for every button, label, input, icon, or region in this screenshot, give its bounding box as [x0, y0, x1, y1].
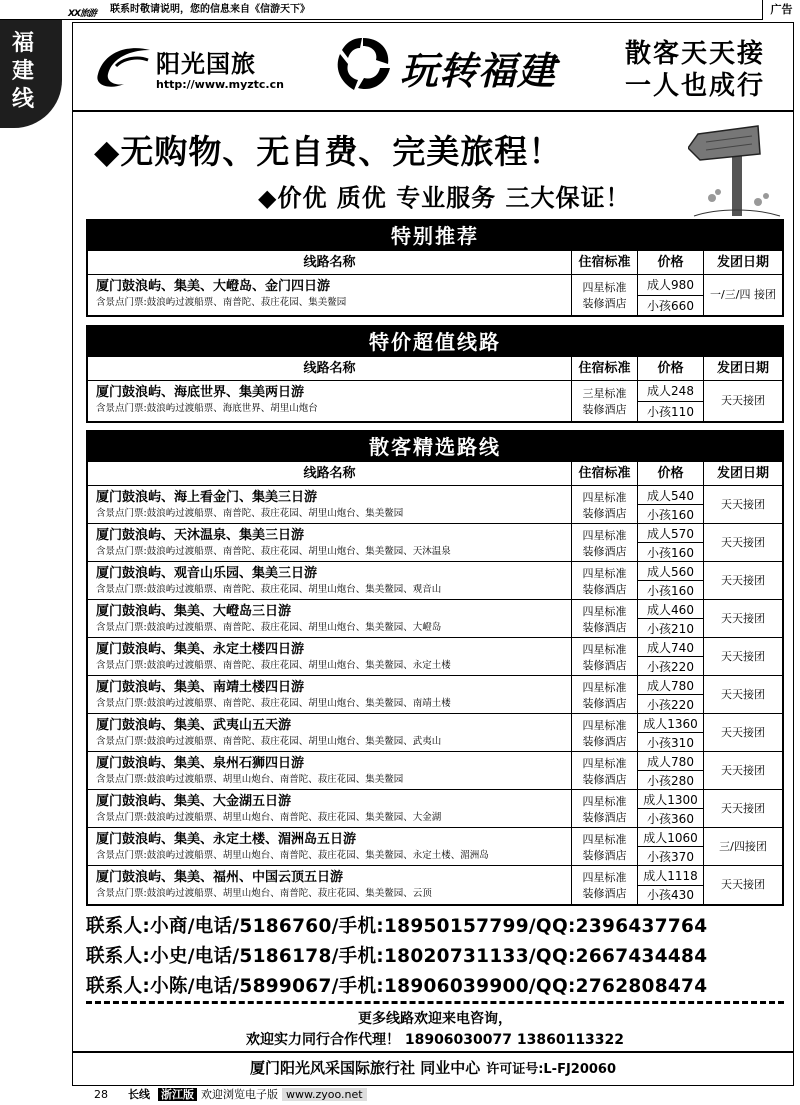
child-price: 小孩160 — [647, 583, 694, 598]
route-cell — [88, 790, 572, 827]
departure-date: 三/四接团 — [719, 839, 767, 853]
hotel-cell — [572, 486, 638, 523]
route-name: 厦门鼓浪屿、集美、永定土楼四日游 — [96, 642, 305, 657]
child-price: 小孩660 — [647, 298, 694, 313]
route-cell — [88, 562, 572, 599]
route-row[interactable] — [88, 790, 782, 828]
hotel-standard: 四星标准 — [582, 566, 627, 580]
hotel-standard: 四星标准 — [582, 490, 627, 504]
hotel-cell — [572, 524, 638, 561]
header-divider — [72, 110, 794, 112]
price-cell — [638, 275, 704, 315]
child-price: 小孩280 — [647, 773, 694, 788]
route-name: 厦门鼓浪屿、海底世界、集美两日游 — [96, 385, 305, 400]
route-cell — [88, 600, 572, 637]
hotel-standard: 四星标准 — [582, 642, 627, 656]
route-cell — [88, 866, 572, 904]
child-price: 小孩160 — [647, 545, 694, 560]
route-row[interactable] — [88, 676, 782, 714]
signpost-icon — [688, 116, 784, 220]
hotel-type: 装修酒店 — [582, 403, 627, 416]
col-route: 线路名称 — [88, 357, 572, 380]
route-spots: 含景点门票:鼓浪屿过渡船票、南普陀、菽庄花园、集美鳌园 — [96, 297, 347, 308]
hotel-type: 装修酒店 — [582, 734, 627, 748]
route-cell — [88, 275, 572, 315]
hotel-type: 装修酒店 — [582, 297, 627, 310]
child-price: 小孩210 — [647, 621, 694, 636]
departure-date: 天天接团 — [721, 497, 765, 511]
child-price: 小孩430 — [647, 888, 694, 903]
route-name: 厦门鼓浪屿、集美、福州、中国云顶五日游 — [96, 870, 344, 885]
adult-price: 成人1360 — [638, 714, 703, 733]
route-spots: 含景点门票:鼓浪屿过渡船票、南普陀、菽庄花园、胡里山炮台、集美鳌园、天沐温泉 — [96, 546, 451, 557]
route-spots: 含景点门票:鼓浪屿过渡船票、胡里山炮台、南普陀、菽庄花园、集美鳌园、云顶 — [96, 888, 432, 899]
route-spots: 含景点门票:鼓浪屿过渡船票、南普陀、菽庄花园、胡里山炮台、集美鳌园、永定土楼 — [96, 660, 451, 671]
adult-price: 成人570 — [638, 524, 703, 543]
route-cell — [88, 486, 572, 523]
route-name: 厦门鼓浪屿、集美、大嶝岛、金门四日游 — [96, 279, 331, 294]
adult-price: 成人1300 — [638, 790, 703, 809]
departure-date: 天天接团 — [721, 687, 765, 701]
side-tab-char: 线 — [11, 87, 34, 112]
dashed-divider — [86, 1001, 784, 1004]
side-tab-char: 建 — [11, 59, 34, 84]
headline-promise: ◆无购物、无自费、完美旅程！ — [94, 132, 563, 171]
ad-label: 广告 — [762, 0, 800, 20]
route-spots: 含景点门票:鼓浪屿过渡船票、胡里山炮台、南普陀、菽庄花园、集美鳌园 — [96, 774, 404, 785]
price-cell — [638, 752, 704, 789]
hotel-type: 装修酒店 — [582, 696, 627, 710]
hotel-cell — [572, 381, 638, 421]
route-name: 厦门鼓浪屿、天沐温泉、集美三日游 — [96, 528, 305, 543]
price-cell — [638, 638, 704, 675]
col-price: 价格 — [638, 251, 704, 274]
departure-date: 天天接团 — [721, 573, 765, 587]
route-row[interactable] — [88, 275, 782, 315]
hotel-standard: 四星标准 — [582, 871, 627, 884]
child-price: 小孩370 — [647, 849, 694, 864]
departure-date: 天天接团 — [721, 878, 765, 891]
license-number: 许可证号:L-FJ20060 — [486, 1062, 617, 1077]
departure-date: 天天接团 — [721, 394, 765, 407]
hotel-cell — [572, 600, 638, 637]
route-cell — [88, 752, 572, 789]
col-hotel: 住宿标准 — [572, 357, 638, 380]
headline-guarantee: ◆价优 质优 专业服务 三大保证！ — [258, 184, 631, 212]
page-footer — [94, 1087, 367, 1103]
slogan — [600, 38, 790, 102]
route-cell — [88, 638, 572, 675]
slogan-line: 一人也成行 — [624, 71, 765, 101]
hotel-cell — [572, 562, 638, 599]
hotel-cell — [572, 828, 638, 865]
route-row[interactable] — [88, 381, 782, 421]
price-cell — [638, 600, 704, 637]
source-notice: 联系时敬请说明，您的信息来自《信游天下》 — [110, 4, 310, 15]
hotel-cell — [572, 638, 638, 675]
contact-line: 联系人:小史/电话/5186178/手机:18020731133/QQ:2667434484 — [86, 946, 708, 967]
route-spots: 含景点门票:鼓浪屿过渡船票、南普陀、菽庄花园、胡里山炮台、集美鳌园、武夷山 — [96, 736, 442, 747]
adult-price: 成人1118 — [638, 866, 703, 886]
col-route: 线路名称 — [88, 251, 572, 274]
departure-date: 天天接团 — [721, 763, 765, 777]
hotel-standard: 四星标准 — [582, 832, 627, 846]
edition-badge: 浙江版 — [158, 1088, 197, 1101]
brand-name: 玩转福建 — [400, 49, 557, 93]
hotel-standard: 四星标准 — [582, 281, 627, 294]
section-title: 特价超值线路 — [88, 327, 782, 357]
adult-price: 成人1060 — [638, 828, 703, 847]
footer-url[interactable]: www.zyoo.net — [282, 1088, 367, 1101]
route-name: 厦门鼓浪屿、集美、泉州石狮四日游 — [96, 756, 305, 771]
col-price: 价格 — [638, 357, 704, 380]
col-hotel: 住宿标准 — [572, 462, 638, 485]
column-header — [88, 357, 782, 381]
spiral-logo-icon — [332, 34, 394, 94]
route-name: 厦门鼓浪屿、集美、大金湖五日游 — [96, 794, 292, 809]
child-price: 小孩310 — [647, 735, 694, 750]
route-row[interactable] — [88, 562, 782, 600]
company-name: 厦门阳光风采国际旅行社 同业中心 — [249, 1059, 481, 1077]
contact-line: 联系人:小商/电话/5186760/手机:18950157799/QQ:2396437764 — [86, 916, 708, 937]
col-route: 线路名称 — [88, 462, 572, 485]
hotel-cell — [572, 676, 638, 713]
publication-logo: XX旅游 — [68, 9, 96, 19]
route-spots: 含景点门票:鼓浪屿过渡船票、南普陀、菽庄花园、胡里山炮台、集美鳌园、南靖土楼 — [96, 698, 451, 709]
hotel-cell — [572, 752, 638, 789]
route-spots: 含景点门票:鼓浪屿过渡船票、海底世界、胡里山炮台 — [96, 403, 318, 414]
adult-price: 成人540 — [638, 486, 703, 505]
agency-name: 阳光国旅 — [156, 50, 256, 78]
child-price: 小孩160 — [647, 507, 694, 522]
departure-date: 天天接团 — [721, 649, 765, 663]
departure-date: 天天接团 — [721, 801, 765, 815]
agency-logo — [94, 38, 294, 98]
contact-line: 联系人:小陈/电话/5899067/手机:18906039900/QQ:2762808474 — [86, 976, 708, 997]
hotel-type: 装修酒店 — [582, 887, 627, 900]
slogan-line: 散客天天接 — [624, 39, 765, 69]
more-routes-line: 更多线路欢迎来电咨询， — [358, 1011, 512, 1027]
hotel-cell — [572, 275, 638, 315]
agent-invite-line: 欢迎实力同行合作代理！ 18906030077 13860113322 — [245, 1032, 625, 1048]
route-row[interactable] — [88, 524, 782, 562]
adult-price: 成人740 — [638, 638, 703, 657]
hotel-type: 装修酒店 — [582, 582, 627, 596]
side-tab-char: 福 — [11, 31, 34, 56]
route-spots: 含景点门票:鼓浪屿过渡船票、胡里山炮台、南普陀、菽庄花园、集美鳌园、永定土楼、湄洲岛 — [96, 850, 489, 861]
route-row[interactable] — [88, 600, 782, 638]
price-cell — [638, 676, 704, 713]
col-price: 价格 — [638, 462, 704, 485]
price-cell — [638, 790, 704, 827]
child-price: 小孩220 — [647, 659, 694, 674]
adult-price: 成人980 — [638, 275, 703, 296]
price-cell — [638, 866, 704, 904]
hotel-standard: 四星标准 — [582, 680, 627, 694]
hotel-cell — [572, 790, 638, 827]
hotel-standard: 四星标准 — [582, 528, 627, 542]
company-bar — [72, 1051, 794, 1081]
route-cell — [88, 714, 572, 751]
route-row[interactable] — [88, 752, 782, 790]
hotel-standard: 四星标准 — [582, 794, 627, 808]
route-row[interactable] — [88, 714, 782, 752]
adult-price: 成人780 — [638, 752, 703, 771]
hotel-type: 装修酒店 — [582, 544, 627, 558]
hotel-type: 装修酒店 — [582, 772, 627, 786]
price-cell — [638, 381, 704, 421]
hotel-type: 装修酒店 — [582, 810, 627, 824]
hotel-standard: 四星标准 — [582, 604, 627, 618]
route-spots: 含景点门票:鼓浪屿过渡船票、南普陀、菽庄花园、胡里山炮台、集美鳌园、大嶝岛 — [96, 622, 442, 633]
col-date: 发团日期 — [716, 255, 769, 270]
child-price: 小孩220 — [647, 697, 694, 712]
hotel-standard: 三星标准 — [582, 387, 627, 400]
column-header — [88, 251, 782, 275]
col-hotel: 住宿标准 — [572, 251, 638, 274]
price-cell — [638, 714, 704, 751]
departure-date: 天天接团 — [721, 535, 765, 549]
route-name: 厦门鼓浪屿、集美、南靖土楼四日游 — [96, 680, 305, 695]
route-spots: 含景点门票:鼓浪屿过渡船票、南普陀、菽庄花园、胡里山炮台、集美鳌园 — [96, 508, 404, 519]
hotel-standard: 四星标准 — [582, 718, 627, 732]
hotel-type: 装修酒店 — [582, 506, 627, 520]
route-name: 厦门鼓浪屿、海上看金门、集美三日游 — [96, 490, 318, 505]
region-side-tab — [0, 20, 62, 128]
adult-price: 成人780 — [638, 676, 703, 695]
route-row[interactable] — [88, 486, 782, 524]
departure-date: 天天接团 — [721, 611, 765, 625]
route-spots: 含景点门票:鼓浪屿过渡船票、胡里山炮台、南普陀、菽庄花园、集美鳌园、大金湖 — [96, 812, 442, 823]
route-cell — [88, 828, 572, 865]
route-name: 厦门鼓浪屿、集美、永定土楼、湄洲岛五日游 — [96, 832, 357, 847]
route-row[interactable] — [88, 866, 782, 904]
route-name: 厦门鼓浪屿、集美、大嶝岛三日游 — [96, 604, 292, 619]
adult-price: 成人248 — [638, 381, 703, 402]
route-row[interactable] — [88, 638, 782, 676]
hotel-cell — [572, 866, 638, 904]
route-table — [86, 219, 784, 317]
top-bar — [0, 0, 800, 20]
contact-list — [86, 912, 707, 1002]
route-spots: 含景点门票:鼓浪屿过渡船票、南普陀、菽庄花园、胡里山炮台、集美鳌园、观音山 — [96, 584, 442, 595]
brand-logo — [332, 32, 580, 96]
route-table — [86, 325, 784, 423]
hotel-cell — [572, 714, 638, 751]
departure-date: 一/三/四 接团 — [710, 288, 776, 301]
swoosh-icon — [94, 44, 154, 88]
price-cell — [638, 828, 704, 865]
column-header — [88, 462, 782, 486]
col-date: 发团日期 — [716, 361, 769, 376]
route-name: 厦门鼓浪屿、集美、武夷山五天游 — [96, 718, 292, 733]
price-cell — [638, 524, 704, 561]
section-title: 特别推荐 — [88, 221, 782, 251]
route-name: 厦门鼓浪屿、观音山乐园、集美三日游 — [96, 566, 318, 581]
child-price: 小孩110 — [647, 404, 694, 419]
route-cell — [88, 524, 572, 561]
col-date: 发团日期 — [716, 466, 769, 481]
departure-date: 天天接团 — [721, 725, 765, 739]
price-cell — [638, 562, 704, 599]
hotel-type: 装修酒店 — [582, 658, 627, 672]
page-number: 28 — [94, 1088, 108, 1101]
more-routes-note — [86, 1009, 784, 1051]
agency-url: http://www.myztc.cn — [156, 78, 284, 91]
route-cell — [88, 676, 572, 713]
route-cell — [88, 381, 572, 421]
route-table — [86, 430, 784, 906]
category-label: 长线 — [128, 1088, 150, 1101]
price-cell — [638, 486, 704, 523]
hotel-standard: 四星标准 — [582, 756, 627, 770]
hotel-type: 装修酒店 — [582, 620, 627, 634]
adult-price: 成人560 — [638, 562, 703, 581]
adult-price: 成人460 — [638, 600, 703, 619]
child-price: 小孩360 — [647, 811, 694, 826]
section-title: 散客精选路线 — [88, 432, 782, 462]
route-row[interactable] — [88, 828, 782, 866]
footer-tagline: 欢迎浏览电子版 — [201, 1088, 278, 1101]
hotel-type: 装修酒店 — [582, 848, 627, 862]
